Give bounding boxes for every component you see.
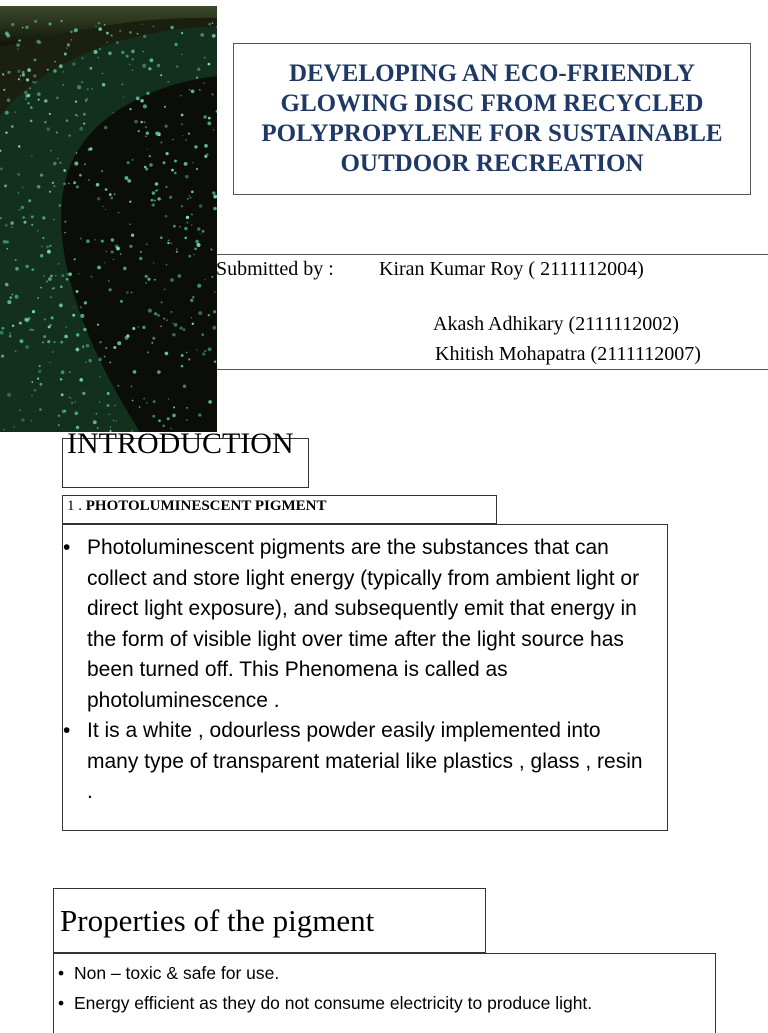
author-name: Akash Adhikary (2111112002) <box>433 313 679 335</box>
bullet-item: • Photoluminescent pigments are the substances that can collect and store light energy (typically from ambient light or direct light exposure), and subsequently emit that energy in the form of visible light over time after the light source has been turned off. This Phenomena is called as photoluminescence . <box>63 533 653 716</box>
author-name: Kiran Kumar Roy ( 2111112004) <box>379 258 644 280</box>
bullet-item: • Non – toxic & safe for use. <box>58 958 715 988</box>
introduction-bullets <box>62 524 668 831</box>
submitted-by-label: Submitted by : <box>216 258 334 280</box>
section-title: PHOTOLUMINESCENT PIGMENT <box>85 498 327 514</box>
page-title: DEVELOPING AN ECO-FRIENDLY GLOWING DISC FROM RECYCLED POLYPROPYLENE FOR SUSTAINABLE OUTDOOR RECREATION <box>261 60 723 177</box>
bullet-item: • Energy efficient as they do not consume electricity to produce light. <box>58 988 715 1018</box>
section-heading <box>62 495 497 524</box>
divider-top <box>217 254 768 255</box>
section-number: 1 . <box>67 498 82 514</box>
bullet-item: • It is a white , odourless powder easily implemented into many type of transparent material like plastics , glass , resin . <box>63 716 653 808</box>
introduction-heading-box <box>62 427 309 488</box>
properties-bullets <box>53 953 716 1033</box>
introduction-heading: INTRODUCTION <box>67 427 294 460</box>
title-box <box>233 43 751 195</box>
author-name: Khitish Mohapatra (2111112007) <box>435 343 701 365</box>
divider-bottom <box>217 369 768 370</box>
glowing-path-photo <box>0 6 217 432</box>
properties-heading: Properties of the pigment <box>53 888 486 953</box>
